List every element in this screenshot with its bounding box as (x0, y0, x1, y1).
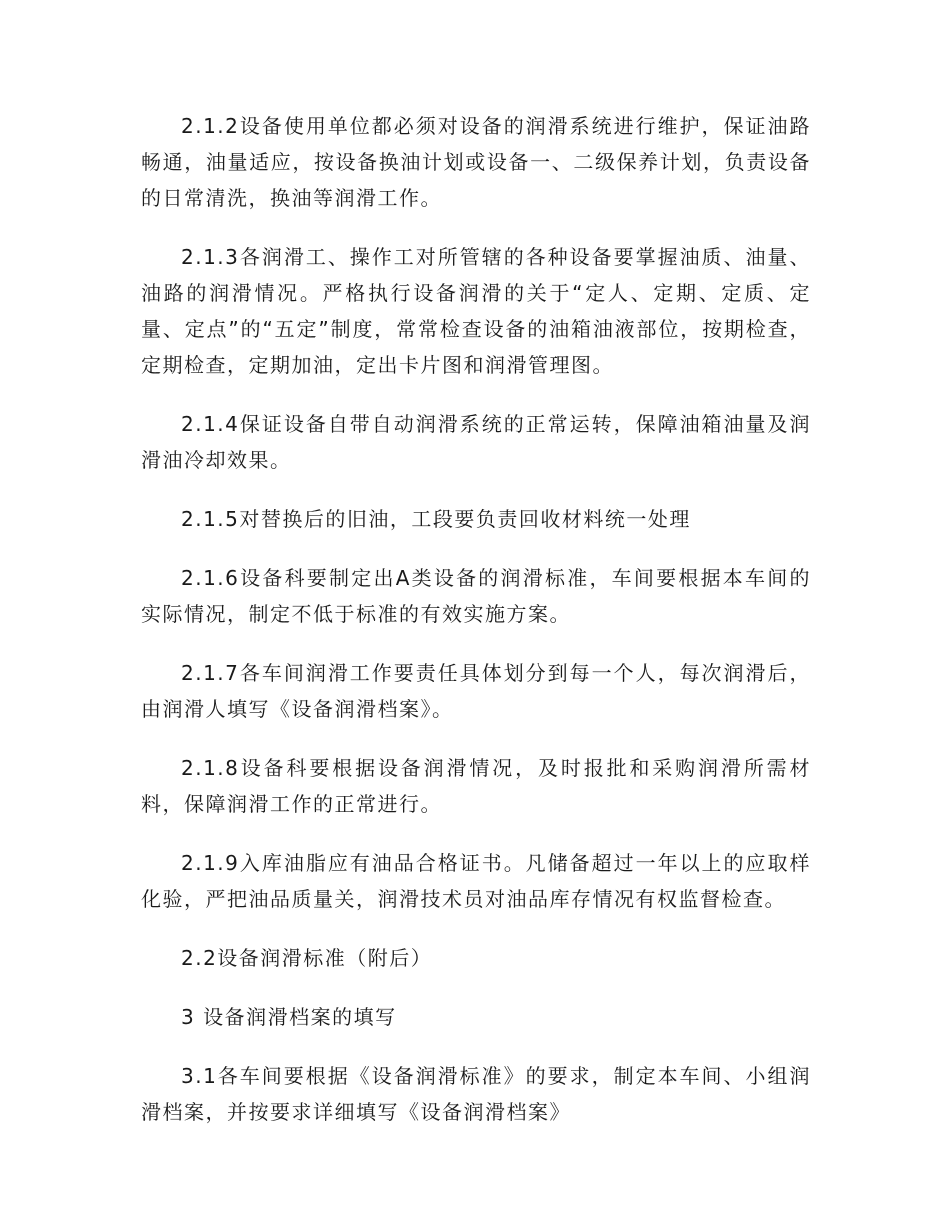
paragraph-2-1-2: 2.1.2设备使用单位都必须对设备的润滑系统进行维护，保证油路畅通，油量适应，按设备换油计划或设备一、二级保养计划，负责设备的日常清洗，换油等润滑工作。 (141, 114, 811, 210)
paragraph-3-1: 3.1各车间要根据《设备润滑标准》的要求，制定本车间、小组润滑档案，并按要求详细填写《设备润滑档案》 (141, 1064, 811, 1124)
paragraph-2-2: 2.2设备润滑标准（附后） (181, 946, 433, 970)
paragraph-2-1-8: 2.1.8设备科要根据设备润滑情况，及时报批和采购润滑所需材料，保障润滑工作的正常进行。 (141, 756, 811, 816)
paragraph-2-1-9: 2.1.9入库油脂应有油品合格证书。凡储备超过一年以上的应取样化验，严把油品质量关，润滑技术员对油品库存情况有权监督检查。 (141, 851, 811, 911)
document-body (141, 108, 811, 1153)
paragraph-2-1-7: 2.1.7各车间润滑工作要责任具体划分到每一个人，每次润滑后，由润滑人填写《设备润滑档案》。 (141, 661, 811, 721)
paragraph-2-1-3: 2.1.3各润滑工、操作工对所管辖的各种设备要掌握油质、油量、油路的润滑情况。严格执行设备润滑的关于“定人、定期、定质、定量、定点”的“五定”制度，常常检查设备的油箱油液部位，按期检查，定期检查，定期加油，定出卡片图和润滑管理图。 (141, 245, 811, 377)
section-heading-3: 3 设备润滑档案的填写 (181, 1005, 397, 1029)
paragraph-2-1-5: 2.1.5对替换后的旧油，工段要负责回收材料统一处理 (181, 507, 691, 531)
paragraph-2-1-6: 2.1.6设备科要制定出A类设备的润滑标准，车间要根据本车间的实际情况，制定不低于标准的有效实施方案。 (141, 566, 811, 626)
paragraph-2-1-4: 2.1.4保证设备自带自动润滑系统的正常运转，保障油箱油量及润滑油冷却效果。 (141, 412, 811, 472)
